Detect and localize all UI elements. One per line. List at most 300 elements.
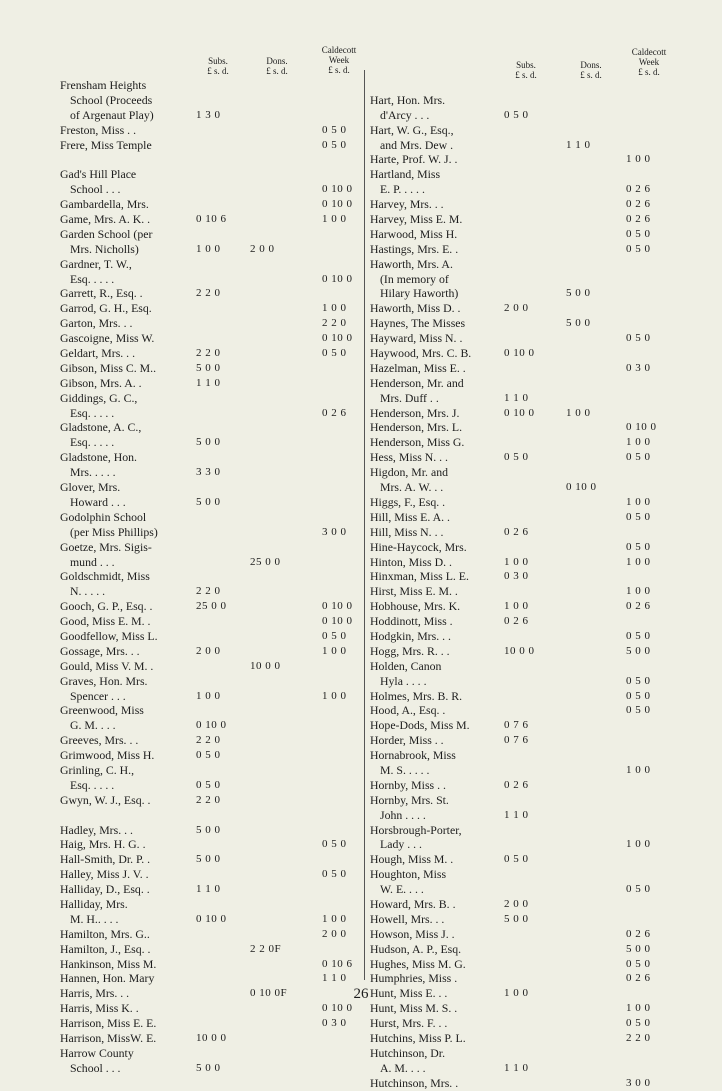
list-item xyxy=(60,197,362,212)
caldecott-amount: 0 10 0 xyxy=(322,183,353,196)
list-item xyxy=(370,212,680,227)
list-item xyxy=(60,1031,362,1046)
list-item xyxy=(370,525,680,540)
list-item xyxy=(370,867,680,882)
subs-units: £ s. d. xyxy=(207,66,229,76)
entry-name: Gad's Hill Place xyxy=(60,167,137,182)
entry-name: Hayward, Miss N. . xyxy=(370,331,463,346)
caldecott-amount: 0 5 0 xyxy=(322,138,347,151)
caldecott-amount: 0 5 0 xyxy=(626,674,651,687)
caldecott-amount: 0 5 0 xyxy=(626,957,651,970)
entry-name: Hutchins, Miss P. L. xyxy=(370,1031,466,1045)
entry-name: Henderson, Miss G. xyxy=(370,435,465,450)
list-item xyxy=(370,376,680,391)
caldecott-amount: 1 0 0 xyxy=(626,838,651,851)
caldecott-amount: 1 0 0 xyxy=(626,436,651,449)
list-item xyxy=(60,674,362,689)
dons-amount: 0 10 0 xyxy=(566,481,597,494)
entry-name: Hoddinott, Miss . xyxy=(370,614,453,629)
list-item xyxy=(60,108,362,123)
subs-amount: 0 10 0 xyxy=(504,347,535,360)
caldecott-amount: 0 5 0 xyxy=(322,347,347,360)
list-item xyxy=(370,152,680,167)
caldecott-amount: 0 2 6 xyxy=(626,213,651,226)
entry-name: School . . . xyxy=(70,182,121,197)
list-item xyxy=(60,242,362,257)
caldecott-amount: 0 10 0 xyxy=(322,198,353,211)
caldecott-amount: 0 5 0 xyxy=(626,883,651,896)
list-item xyxy=(60,957,362,972)
caldecott-amount: 2 2 0 xyxy=(626,1032,651,1044)
list-item xyxy=(60,93,362,108)
subs-amount: 1 3 0 xyxy=(196,108,221,121)
entry-name: Howson, Miss J. . xyxy=(370,926,455,941)
list-item xyxy=(370,882,680,897)
list-item xyxy=(60,659,362,674)
list-item xyxy=(60,614,362,629)
entry-name: Gladstone, A. C., xyxy=(60,420,142,435)
caldecott-amount: 0 5 0 xyxy=(626,242,651,255)
subs-amount: 1 0 0 xyxy=(504,555,529,568)
list-item xyxy=(60,852,362,867)
entry-name: Mrs. Duff . . xyxy=(380,390,439,405)
entry-name: Hunt, Miss M. S. . xyxy=(370,1001,458,1016)
entry-name: Harrison, Miss E. E. xyxy=(60,1016,157,1031)
list-item xyxy=(60,182,362,197)
entry-name: Hazelman, Miss E. . xyxy=(370,360,466,375)
list-item xyxy=(370,897,680,912)
subs-amount: 3 3 0 xyxy=(196,466,221,479)
list-item xyxy=(370,1046,680,1061)
entry-name: Goodfellow, Miss L. xyxy=(60,628,158,643)
subs-amount: 1 1 0 xyxy=(504,808,529,821)
entry-name: Gwyn, W. J., Esq. . xyxy=(60,792,151,807)
dons-amount: 2 0 0 xyxy=(250,242,275,255)
caldecott-amount: 0 5 0 xyxy=(322,629,347,642)
entry-name: Holden, Canon xyxy=(370,658,442,673)
subs-amount: 5 0 0 xyxy=(196,361,221,374)
list-item xyxy=(60,733,362,748)
entry-name: Goetze, Mrs. Sigis- xyxy=(60,539,152,554)
list-item xyxy=(60,331,362,346)
entry-name: Gooch, G. P., Esq. . xyxy=(60,599,153,614)
list-item xyxy=(370,272,680,287)
entry-name: Freston, Miss . . xyxy=(60,122,137,137)
caldecott-amount: 0 10 0 xyxy=(322,615,353,628)
entry-name: Frere, Miss Temple xyxy=(60,137,152,152)
list-item xyxy=(60,629,362,644)
list-item xyxy=(60,703,362,718)
dons-amount: 2 2 0F xyxy=(250,942,282,955)
entry-name: Goldschmidt, Miss xyxy=(60,569,150,584)
subs-amount: 0 3 0 xyxy=(504,570,529,583)
list-item xyxy=(370,391,680,406)
entry-name: Haywood, Mrs. C. B. xyxy=(370,346,472,361)
list-item xyxy=(60,778,362,793)
entry-name: Gambardella, Mrs. xyxy=(60,197,149,212)
subs-amount: 1 1 0 xyxy=(504,391,529,404)
caldecott-amount: 0 5 0 xyxy=(322,838,347,851)
subs-amount: 5 0 0 xyxy=(196,1061,221,1074)
entry-name: Glover, Mrs. xyxy=(60,480,121,495)
entry-name: Geldart, Mrs. . . xyxy=(60,346,136,361)
subs-amount: 0 10 0 xyxy=(196,912,227,925)
entry-name: Garrod, G. H., Esq. xyxy=(60,301,152,316)
entry-name: Harrow County xyxy=(60,1045,134,1060)
entry-name: Hutchinson, Mrs. . xyxy=(370,1075,459,1090)
list-item xyxy=(60,748,362,763)
caldecott-header-label: Caldecott xyxy=(631,47,667,57)
list-item xyxy=(370,123,680,138)
caldecott-amount: 0 5 0 xyxy=(626,451,651,464)
list-item xyxy=(60,867,362,882)
entry-name: Esq. . . . . xyxy=(70,405,115,420)
subs-amount: 0 5 0 xyxy=(196,749,221,762)
list-item xyxy=(370,361,680,376)
list-item xyxy=(60,763,362,778)
subs-amount: 5 0 0 xyxy=(196,823,221,836)
entry-name: Lady . . . xyxy=(380,837,422,852)
entry-name: Howard . . . xyxy=(70,494,126,509)
entry-name: (In memory of xyxy=(380,271,449,286)
entry-name: Frensham Heights xyxy=(60,78,147,92)
list-item xyxy=(370,495,680,510)
entry-name: d'Arcy . . . xyxy=(380,107,430,122)
entry-name: Greenwood, Miss xyxy=(60,703,144,718)
list-item xyxy=(370,510,680,525)
week-header-label: Week xyxy=(328,55,350,65)
caldecott-amount: 0 2 6 xyxy=(626,927,651,940)
list-item xyxy=(370,78,680,93)
dons-amount: 1 1 0 xyxy=(566,138,591,151)
list-item xyxy=(370,465,680,480)
list-item xyxy=(60,152,362,167)
entry-name: Hilary Haworth) xyxy=(380,286,459,301)
entry-name: M. S. . . . . xyxy=(380,762,430,777)
entry-name: Hornabrook, Miss xyxy=(370,748,456,763)
caldecott-amount: 1 0 0 xyxy=(626,495,651,508)
list-item xyxy=(60,391,362,406)
list-item xyxy=(60,555,362,570)
caldecott-header xyxy=(622,47,676,77)
subs-amount: 2 2 0 xyxy=(196,287,221,300)
caldecott-amount: 1 0 0 xyxy=(322,302,347,315)
caldecott-amount: 0 5 0 xyxy=(322,868,347,881)
entry-name: Hinxman, Miss L. E. xyxy=(370,569,469,584)
left-column xyxy=(60,40,362,1076)
subs-amount: 1 1 0 xyxy=(196,376,221,389)
entry-name: John . . . . xyxy=(380,807,426,822)
caldecott-amount: 1 0 0 xyxy=(322,912,347,925)
list-item xyxy=(370,599,680,614)
entry-name: Hughes, Miss M. G. xyxy=(370,956,466,971)
list-item xyxy=(370,718,680,733)
entry-name: School . . . xyxy=(70,1060,121,1075)
entry-name: Hood, A., Esq. . xyxy=(370,703,446,718)
entry-name: Horsbrough-Porter, xyxy=(370,822,462,837)
entry-name: Haig, Mrs. H. G. . xyxy=(60,837,146,852)
entry-name: Spencer . . . xyxy=(70,688,126,703)
list-item xyxy=(370,852,680,867)
entry-name: and Mrs. Dew . xyxy=(380,137,454,152)
list-item xyxy=(60,1061,362,1076)
list-item xyxy=(60,584,362,599)
entry-name: Houghton, Miss xyxy=(370,867,447,882)
entry-name: Horder, Miss . . xyxy=(370,733,444,748)
entry-name: Mrs. Nicholls) xyxy=(70,241,139,256)
list-item xyxy=(370,346,680,361)
entry-name: Harvey, Mrs. . . xyxy=(370,197,444,212)
list-item xyxy=(60,837,362,852)
caldecott-amount: 0 2 6 xyxy=(626,600,651,613)
list-item xyxy=(370,778,680,793)
caldecott-amount: 5 0 0 xyxy=(626,942,651,955)
week-header-label: Week xyxy=(638,57,660,67)
subs-amount: 2 2 0 xyxy=(196,585,221,598)
subs-header xyxy=(504,60,548,80)
entry-name: Hankinson, Miss M. xyxy=(60,956,157,971)
entry-name: Howell, Mrs. . . xyxy=(370,911,445,926)
right-column-header xyxy=(370,40,680,78)
left-column-header xyxy=(60,40,362,78)
caldecott-amount: 1 0 0 xyxy=(626,153,651,166)
entry-name: mund . . . xyxy=(70,554,115,569)
entry-name: Hope-Dods, Miss M. xyxy=(370,718,470,733)
list-item xyxy=(60,78,362,93)
list-item xyxy=(370,331,680,346)
subs-amount: 25 0 0 xyxy=(196,600,227,613)
entry-name: Hutchinson, Dr. xyxy=(370,1045,446,1060)
dons-header-label: Dons. xyxy=(266,56,288,66)
page-number: 26 xyxy=(353,986,369,1002)
left-entries xyxy=(60,78,362,1076)
entry-name: W. E. . . . xyxy=(380,882,424,897)
entry-name: Gascoigne, Miss W. xyxy=(60,331,155,346)
caldecott-units: £ s. d. xyxy=(328,65,350,75)
entry-name: Hinton, Miss D. . xyxy=(370,554,452,569)
entry-name: Henderson, Mr. and xyxy=(370,375,464,390)
entry-name: School (Proceeds xyxy=(70,92,153,107)
list-item xyxy=(370,286,680,301)
list-item xyxy=(60,123,362,138)
subs-amount: 2 0 0 xyxy=(196,644,221,657)
caldecott-amount: 0 10 0 xyxy=(626,421,657,434)
list-item xyxy=(370,182,680,197)
caldecott-amount: 0 10 0 xyxy=(322,600,353,613)
subs-amount: 2 2 0 xyxy=(196,347,221,360)
list-item xyxy=(370,420,680,435)
caldecott-amount: 1 0 0 xyxy=(626,555,651,568)
list-item xyxy=(370,316,680,331)
entry-name: Esq. . . . . xyxy=(70,777,115,792)
list-item xyxy=(60,316,362,331)
caldecott-amount: 0 2 6 xyxy=(626,198,651,211)
caldecott-amount: 0 5 0 xyxy=(626,704,651,717)
entry-name: Gibson, Miss C. M.. xyxy=(60,360,157,375)
list-item xyxy=(370,555,680,570)
caldecott-amount: 0 5 0 xyxy=(626,629,651,642)
dons-units: £ s. d. xyxy=(580,70,602,80)
list-item xyxy=(370,108,680,123)
list-item xyxy=(60,435,362,450)
list-item xyxy=(60,450,362,465)
subs-amount: 5 0 0 xyxy=(504,912,529,925)
list-item xyxy=(60,465,362,480)
list-item xyxy=(370,1061,680,1076)
list-item xyxy=(370,1001,680,1016)
entry-name: Harrison, MissW. E. xyxy=(60,1031,157,1045)
list-item xyxy=(60,227,362,242)
list-item xyxy=(60,1046,362,1061)
list-item xyxy=(60,808,362,823)
entry-name: Hine-Haycock, Mrs. xyxy=(370,539,467,554)
entry-name: A. M. . . . xyxy=(380,1060,426,1075)
caldecott-header xyxy=(312,45,366,75)
list-item xyxy=(370,674,680,689)
entry-name: Harte, Prof. W. J. . xyxy=(370,152,458,167)
list-item xyxy=(370,823,680,838)
list-item xyxy=(60,942,362,957)
dons-amount: 5 0 0 xyxy=(566,317,591,330)
caldecott-amount: 3 0 0 xyxy=(322,525,347,538)
entry-name: (per Miss Phillips) xyxy=(70,524,158,539)
caldecott-header-label: Caldecott xyxy=(321,45,357,55)
list-item xyxy=(370,614,680,629)
caldecott-amount: 1 0 0 xyxy=(626,763,651,776)
subs-amount: 0 5 0 xyxy=(196,778,221,791)
caldecott-amount: 1 0 0 xyxy=(322,689,347,702)
caldecott-amount: 0 10 0 xyxy=(322,332,353,345)
subs-amount: 0 2 6 xyxy=(504,778,529,791)
caldecott-amount: 0 2 6 xyxy=(322,406,347,419)
subs-amount: 0 7 6 xyxy=(504,734,529,747)
caldecott-amount: 0 5 0 xyxy=(626,1017,651,1030)
list-item xyxy=(370,793,680,808)
entry-name: G. M. . . . xyxy=(70,718,116,733)
entry-name: Hornby, Mrs. St. xyxy=(370,792,449,807)
list-item xyxy=(370,480,680,495)
entry-name: Gardner, T. W., xyxy=(60,256,132,271)
list-item xyxy=(60,301,362,316)
list-item xyxy=(370,659,680,674)
subs-header-label: Subs. xyxy=(208,56,228,66)
subs-amount: 1 1 0 xyxy=(196,883,221,896)
list-item xyxy=(60,718,362,733)
list-item xyxy=(60,897,362,912)
subs-amount: 1 0 0 xyxy=(196,689,221,702)
subs-amount: 0 7 6 xyxy=(504,719,529,732)
subs-amount: 1 1 0 xyxy=(504,1061,529,1074)
list-item xyxy=(60,971,362,986)
subs-amount: 0 2 6 xyxy=(504,615,529,628)
list-item xyxy=(370,406,680,421)
dons-units: £ s. d. xyxy=(266,66,288,76)
entry-name: Holmes, Mrs. B. R. xyxy=(370,688,463,703)
list-item xyxy=(60,138,362,153)
right-column xyxy=(370,40,680,1091)
list-item xyxy=(370,569,680,584)
subs-header xyxy=(196,56,240,76)
list-item xyxy=(370,1076,680,1091)
entry-name: Esq. . . . . xyxy=(70,271,115,286)
caldecott-amount: 5 0 0 xyxy=(626,644,651,657)
list-item xyxy=(370,927,680,942)
entry-name: Humphries, Miss . xyxy=(370,971,458,986)
list-item xyxy=(370,703,680,718)
list-item xyxy=(370,257,680,272)
list-item xyxy=(60,510,362,525)
caldecott-amount: 0 5 0 xyxy=(626,332,651,345)
list-item xyxy=(60,376,362,391)
list-item xyxy=(370,629,680,644)
list-item xyxy=(370,167,680,182)
list-item xyxy=(60,525,362,540)
entry-name: Hadley, Mrs. . . xyxy=(60,822,133,837)
list-item xyxy=(370,242,680,257)
caldecott-amount: 0 2 6 xyxy=(626,972,651,985)
caldecott-amount: 0 3 0 xyxy=(322,1017,347,1030)
entry-name: Giddings, G. C., xyxy=(60,390,138,405)
subs-amount: 0 10 6 xyxy=(196,213,227,226)
entry-name: Hunt, Miss E. . . xyxy=(370,986,448,1001)
caldecott-amount: 0 10 0 xyxy=(322,1002,353,1015)
entry-name: Haynes, The Misses xyxy=(370,316,466,331)
entry-name: Haworth, Mrs. A. xyxy=(370,256,453,271)
list-item xyxy=(370,93,680,108)
caldecott-amount: 1 1 0 xyxy=(322,972,347,985)
list-item xyxy=(370,837,680,852)
list-item xyxy=(60,927,362,942)
subs-amount: 1 0 0 xyxy=(504,600,529,613)
entry-name: Garrett, R., Esq. . xyxy=(60,286,143,301)
entry-name: Graves, Hon. Mrs. xyxy=(60,673,148,688)
subs-units: £ s. d. xyxy=(515,70,537,80)
list-item xyxy=(60,406,362,421)
entry-name: Harvey, Miss E. M. xyxy=(370,212,463,227)
list-item xyxy=(370,197,680,212)
entry-name: Godolphin School xyxy=(60,509,147,524)
entry-name: Hyla . . . . xyxy=(380,673,427,688)
entry-name: Hurst, Mrs. F. . . xyxy=(370,1016,448,1031)
list-item xyxy=(370,450,680,465)
list-item xyxy=(370,540,680,555)
dons-header xyxy=(252,56,302,76)
entry-name: Grinling, C. H., xyxy=(60,762,135,777)
caldecott-amount: 0 5 0 xyxy=(626,227,651,240)
caldecott-units: £ s. d. xyxy=(638,67,660,77)
entry-name: Hall-Smith, Dr. P. . xyxy=(60,852,151,867)
caldecott-amount: 0 5 0 xyxy=(322,123,347,136)
entry-name: Higgs, F., Esq. . xyxy=(370,494,446,509)
entry-name: Hartland, Miss xyxy=(370,167,441,182)
dons-amount: 10 0 0 xyxy=(250,659,281,672)
list-item xyxy=(370,942,680,957)
entry-name: Gossage, Mrs. . . xyxy=(60,643,140,658)
list-item xyxy=(60,882,362,897)
entry-name: Gibson, Mrs. A. . xyxy=(60,375,142,390)
list-item xyxy=(60,495,362,510)
subs-amount: 5 0 0 xyxy=(196,853,221,866)
entry-name: Hastings, Mrs. E. . xyxy=(370,241,459,256)
list-item xyxy=(370,435,680,450)
entry-name: N. . . . . xyxy=(70,584,106,599)
list-item xyxy=(60,361,362,376)
entry-name: Halliday, D., Esq. . xyxy=(60,882,150,897)
list-item xyxy=(60,569,362,584)
caldecott-amount: 1 0 0 xyxy=(322,213,347,226)
entry-name: Halliday, Mrs. xyxy=(60,896,128,911)
entry-name: Henderson, Mrs. L. xyxy=(370,420,463,435)
